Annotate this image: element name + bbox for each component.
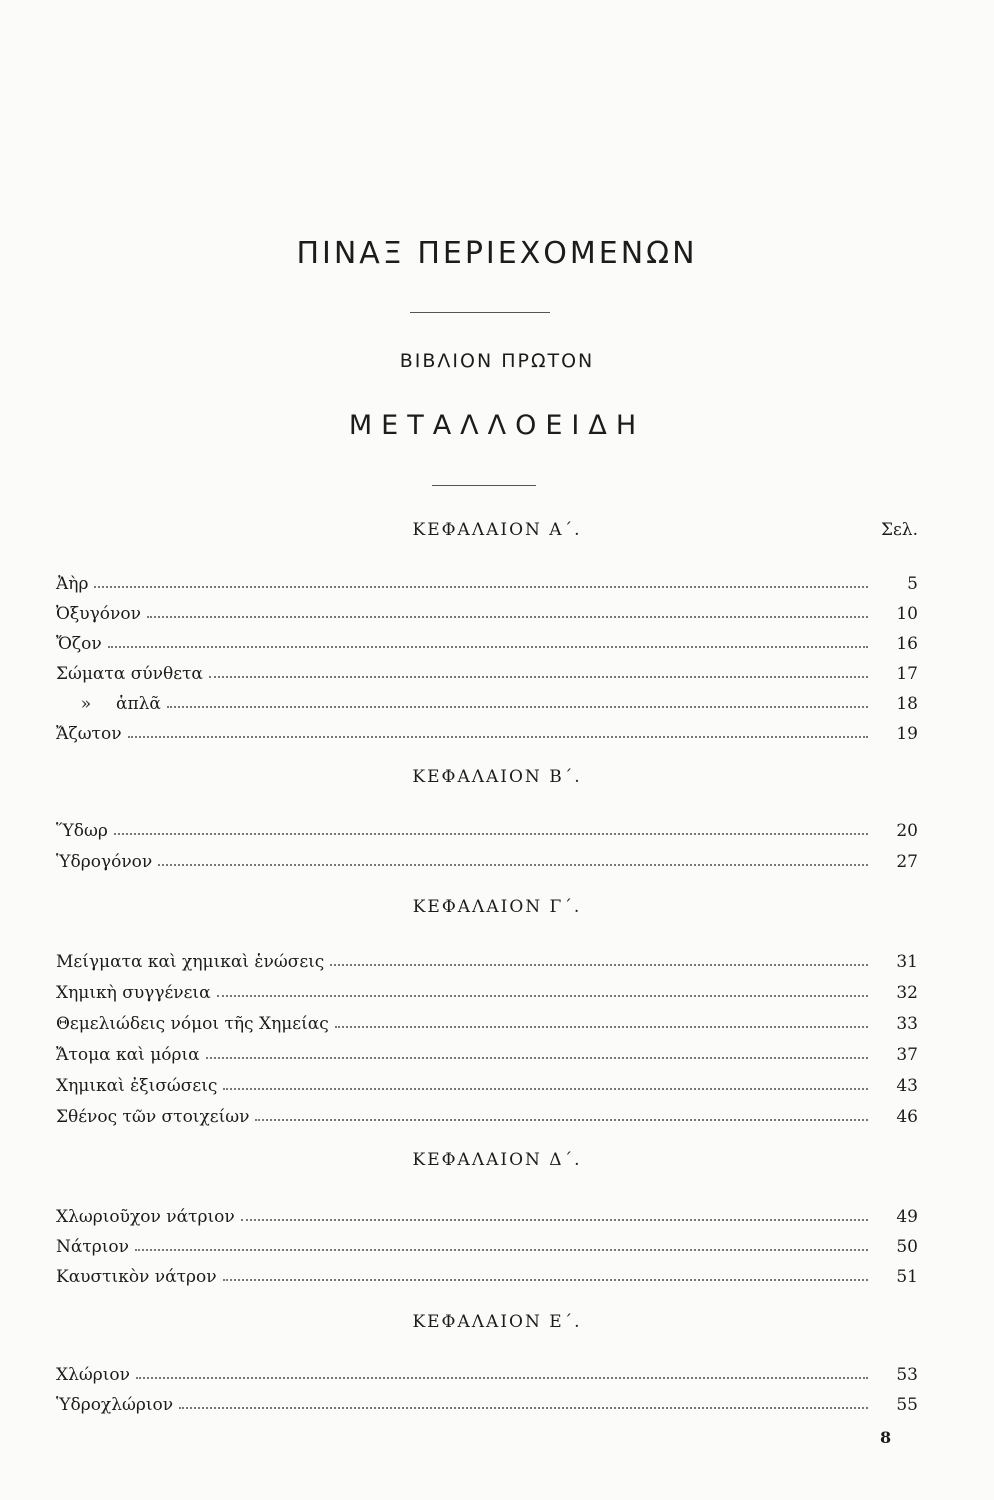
dot-leader (158, 864, 868, 866)
toc-entry[interactable] (56, 598, 918, 624)
dot-leader (209, 676, 868, 678)
toc-entry[interactable] (56, 1101, 918, 1127)
entry-page: 31 (896, 952, 918, 972)
toc-entry[interactable] (56, 1070, 918, 1096)
chapter-heading: ΚΕΦΑΛΑΙΟΝ Α΄. (412, 520, 582, 540)
entry-label: Ὀξυγόνον (56, 604, 141, 624)
dot-leader (94, 586, 868, 588)
entry-label: Χημικὴ συγγένεια (56, 983, 211, 1003)
toc-entry[interactable] (56, 846, 918, 872)
signature-mark: 8 (880, 1428, 892, 1447)
dot-leader (135, 1249, 868, 1251)
page-column-header: Σελ. (880, 520, 918, 540)
entry-page: 19 (896, 724, 918, 744)
toc-entry[interactable] (56, 1389, 918, 1415)
dot-leader (255, 1119, 868, 1121)
entry-page: 10 (896, 604, 918, 624)
entry-label: Χημικαὶ ἐξισώσεις (56, 1076, 218, 1096)
entry-page: 27 (896, 852, 918, 872)
entry-label: Σθένος τῶν στοιχείων (56, 1107, 250, 1127)
entry-page: 37 (896, 1045, 918, 1065)
book-title: ΒΙΒΛΙΟΝ ΠΡΩΤΟΝ (399, 350, 595, 372)
entry-label: Θεμελιώδεις νόμοι τῆς Χημείας (56, 1014, 329, 1034)
chapter-heading: ΚΕΦΑΛΑΙΟΝ Β΄. (412, 767, 582, 787)
toc-entry[interactable] (56, 1231, 918, 1257)
entry-label: Χλώριον (56, 1365, 130, 1385)
entry-label: Μείγματα καὶ χημικαὶ ἑνώσεις (56, 952, 325, 972)
dot-leader (167, 706, 868, 708)
entry-label: Ὄζον (56, 634, 102, 654)
chapter-heading: ΚΕΦΑΛΑΙΟΝ Δ΄. (412, 1150, 582, 1170)
toc-entry[interactable] (56, 946, 918, 972)
entry-page: 32 (896, 983, 918, 1003)
dot-leader (114, 833, 868, 835)
dot-leader (108, 646, 868, 648)
entry-label: Χλωριοῦχον νάτριον (56, 1207, 235, 1227)
entry-page: 49 (896, 1207, 918, 1227)
toc-entry[interactable] (56, 718, 918, 744)
dot-leader (136, 1377, 868, 1379)
chapter-heading: ΚΕΦΑΛΑΙΟΝ Γ΄. (412, 897, 582, 917)
entry-label: Νάτριον (56, 1237, 129, 1257)
toc-entry[interactable] (56, 977, 918, 1003)
dot-leader (206, 1057, 868, 1059)
ditto-mark: » (80, 694, 92, 714)
dot-leader (335, 1026, 868, 1028)
toc-entry[interactable] (56, 1008, 918, 1034)
toc-entry[interactable] (56, 1201, 918, 1227)
toc-entry[interactable] (56, 1359, 918, 1385)
entry-label: Ὕδωρ (56, 821, 108, 841)
entry-label: Ἄζωτον (56, 724, 122, 744)
chapter-heading: ΚΕΦΑΛΑΙΟΝ Ε΄. (412, 1312, 582, 1332)
entry-page: 16 (896, 634, 918, 654)
toc-entry[interactable] (56, 815, 918, 841)
entry-page: 50 (896, 1237, 918, 1257)
entry-page: 17 (896, 664, 918, 684)
page-title: ΠΙΝΑΞ ΠΕΡΙΕΧΟΜΕΝΩΝ (296, 236, 698, 271)
dot-leader (179, 1407, 868, 1409)
entry-label: Ὑδροχλώριον (56, 1395, 174, 1415)
entry-label: ἁπλᾶ (116, 694, 161, 714)
dot-leader (147, 616, 868, 618)
entry-label: Σώματα σύνθετα (56, 664, 203, 684)
entry-page: 5 (907, 574, 918, 594)
section-divider (432, 485, 536, 486)
entry-page: 46 (896, 1107, 918, 1127)
dot-leader (223, 1279, 868, 1281)
toc-entry[interactable] (56, 688, 918, 714)
entry-page: 53 (896, 1365, 918, 1385)
entry-page: 43 (896, 1076, 918, 1096)
dot-leader (241, 1219, 868, 1221)
toc-entry[interactable] (56, 1039, 918, 1065)
dot-leader (217, 995, 868, 997)
entry-page: 18 (896, 694, 918, 714)
dot-leader (223, 1088, 868, 1090)
toc-entry[interactable] (56, 568, 918, 594)
entry-page: 51 (896, 1267, 918, 1287)
entry-label: Ἄτομα καὶ μόρια (56, 1045, 200, 1065)
toc-entry[interactable] (56, 1261, 918, 1287)
dot-leader (330, 964, 868, 966)
entry-label: Καυστικὸν νάτρον (56, 1267, 217, 1287)
toc-entry[interactable] (56, 658, 918, 684)
entry-label: Ἀὴρ (56, 574, 89, 594)
toc-entry[interactable] (56, 628, 918, 654)
section-title: ΜΕΤΑΛΛΟΕΙΔΗ (348, 410, 646, 441)
entry-page: 33 (896, 1014, 918, 1034)
entry-page: 20 (896, 821, 918, 841)
title-divider (410, 312, 550, 313)
dot-leader (128, 736, 868, 738)
entry-page: 55 (896, 1395, 918, 1415)
entry-label: Ὑδρογόνον (56, 852, 153, 872)
